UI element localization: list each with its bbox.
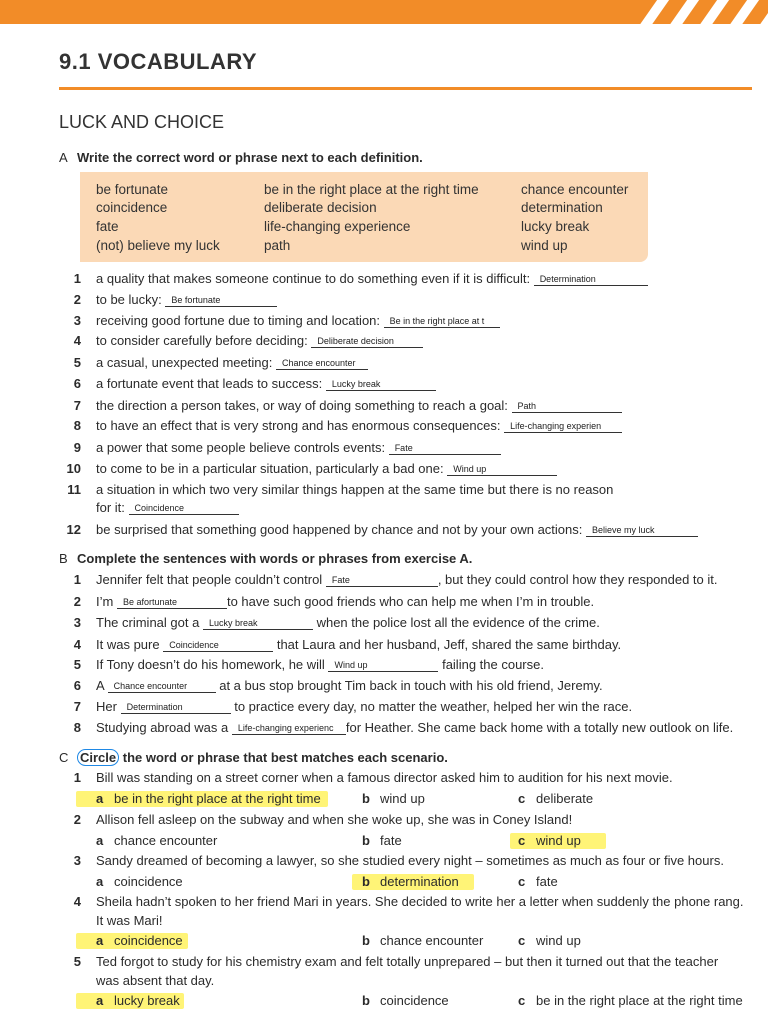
- item-number: 2: [73, 594, 81, 609]
- item-number: 3: [73, 615, 81, 630]
- answer-blank[interactable]: Chance encounter: [276, 358, 368, 370]
- option-letter: b: [362, 874, 370, 889]
- option-a[interactable]: [96, 933, 183, 948]
- answer-blank[interactable]: Be fortunate: [165, 295, 277, 307]
- sentence-text: The criminal got a: [96, 615, 200, 630]
- word-box-item: (not) believe my luck: [96, 238, 220, 253]
- definition-text: a situation in which two very similar things happen at the same time but there is no reason: [96, 482, 614, 497]
- item-number: 5: [73, 355, 81, 370]
- answer-blank[interactable]: Coincidence: [129, 503, 239, 515]
- word-box-item: be in the right place at the right time: [264, 182, 479, 197]
- item-number: 4: [73, 894, 81, 909]
- option-b[interactable]: [362, 833, 402, 848]
- option-text: determination: [380, 874, 459, 889]
- definition-text: a quality that makes someone continue to do something even if it is difficult:: [96, 271, 531, 286]
- item-number: 1: [73, 271, 81, 286]
- answer-blank[interactable]: Chance encounter: [108, 681, 216, 693]
- option-letter: a: [96, 993, 104, 1008]
- word-box-item: deliberate decision: [264, 200, 377, 215]
- option-letter: a: [96, 874, 104, 889]
- definition-row-continued: [96, 500, 239, 515]
- exercise-letter: A: [59, 150, 68, 165]
- option-b[interactable]: [362, 791, 425, 806]
- top-orange-bar: [0, 0, 768, 24]
- stripe-decoration: [636, 0, 672, 24]
- answer-blank[interactable]: Life-changing experienc: [232, 723, 346, 735]
- sentence-text: to have such good friends who can help me when I’m in trouble.: [226, 594, 595, 609]
- word-box-item: life-changing experience: [264, 219, 411, 234]
- answer-blank[interactable]: Wind up: [447, 464, 557, 476]
- option-text: wind up: [380, 791, 425, 806]
- item-number: 5: [73, 657, 81, 672]
- option-text: chance encounter: [380, 933, 484, 948]
- item-number: 2: [73, 812, 81, 827]
- option-text: fate: [536, 874, 558, 889]
- option-letter: c: [518, 833, 526, 848]
- answer-blank[interactable]: Life-changing experien: [504, 421, 622, 433]
- stripe-decoration: [696, 0, 732, 24]
- scenario-text: Sandy dreamed of becoming a lawyer, so she studied every night – sometimes as much as four or five hours.: [96, 853, 724, 868]
- answer-blank[interactable]: Deliberate decision: [311, 336, 423, 348]
- answer-blank[interactable]: Fate: [389, 443, 501, 455]
- exercise-c-heading: [59, 750, 448, 765]
- option-text: chance encounter: [114, 833, 218, 848]
- sentence-text: , but they could control how they responded to it.: [437, 572, 718, 587]
- option-letter: c: [518, 933, 526, 948]
- definition-text: a fortunate event that leads to success:: [96, 376, 323, 391]
- scenario-text: Sheila hadn’t spoken to her friend Mari in years. She decided to write her a letter when suddenly the phone rang.: [96, 894, 744, 909]
- option-c[interactable]: [518, 874, 558, 889]
- option-a[interactable]: [96, 993, 180, 1008]
- definition-text: receiving good fortune due to timing and location:: [96, 313, 381, 328]
- definition-text: to be lucky:: [96, 292, 162, 307]
- word-box-item: wind up: [521, 238, 568, 253]
- option-a[interactable]: [96, 791, 321, 806]
- title-rule: [59, 87, 752, 90]
- item-number: 10: [66, 461, 81, 476]
- scenario-text: Ted forgot to study for his chemistry exam and felt totally unprepared – but then it turned out that the teacher: [96, 954, 719, 969]
- answer-blank[interactable]: Be in the right place at t: [384, 316, 500, 328]
- exercise-instruction: the word or phrase that best matches each scenario.: [122, 750, 448, 765]
- exercise-a-heading: [59, 150, 423, 165]
- option-text: coincidence: [114, 933, 183, 948]
- item-number: 3: [73, 853, 81, 868]
- option-text: be in the right place at the right time: [536, 993, 743, 1008]
- item-number: 9: [73, 440, 81, 455]
- sentence-text: failing the course.: [442, 657, 544, 672]
- scenario-text: was absent that day.: [96, 973, 215, 988]
- option-text: lucky break: [114, 993, 180, 1008]
- word-box-item: fate: [96, 219, 119, 234]
- option-letter: a: [96, 833, 104, 848]
- option-c[interactable]: [518, 833, 581, 848]
- option-c[interactable]: [518, 791, 593, 806]
- stripe-decoration: [726, 0, 762, 24]
- answer-blank[interactable]: Path: [512, 401, 622, 413]
- definition-text: a power that some people believe controls events:: [96, 440, 386, 455]
- definition-text: for it:: [96, 500, 125, 515]
- answer-blank[interactable]: Lucky break: [326, 379, 436, 391]
- scenario-text: Bill was standing on a street corner when a famous director asked him to audition for his next movie.: [96, 770, 673, 785]
- sentence-text: Her: [96, 699, 117, 714]
- option-text: wind up: [536, 833, 581, 848]
- option-letter: a: [96, 791, 104, 806]
- item-number: 1: [73, 770, 81, 785]
- option-letter: b: [362, 833, 370, 848]
- item-number: 3: [73, 313, 81, 328]
- item-number: 7: [73, 398, 81, 413]
- item-number: 2: [73, 292, 81, 307]
- option-b[interactable]: [362, 874, 459, 889]
- item-number: 1: [73, 572, 81, 587]
- item-number: 7: [73, 699, 81, 714]
- option-a[interactable]: [96, 833, 217, 848]
- sentence-text: A: [96, 678, 104, 693]
- answer-blank[interactable]: Wind up: [328, 660, 438, 672]
- sentence-text: It was pure: [96, 637, 160, 652]
- circled-word: Circle: [77, 749, 119, 766]
- scenario-row-continued: [96, 973, 214, 988]
- definition-text: a casual, unexpected meeting:: [96, 355, 273, 370]
- scenario-text: It was Mari!: [96, 913, 163, 928]
- answer-blank[interactable]: Determination: [121, 702, 231, 714]
- scenario-text: Allison fell asleep on the subway and when she woke up, she was in Coney Island!: [96, 812, 573, 827]
- option-letter: a: [96, 933, 104, 948]
- option-letter: b: [362, 791, 370, 806]
- exercise-b-heading: [59, 551, 472, 566]
- item-number: 4: [73, 333, 81, 348]
- sentence-text: that Laura and her husband, Jeff, shared the same birthday.: [276, 637, 622, 652]
- word-box-item: be fortunate: [96, 182, 169, 197]
- answer-blank[interactable]: Believe my luck: [586, 525, 698, 537]
- sentence-text: to practice every day, no matter the weather, helped her win the race.: [234, 699, 633, 714]
- section-subtitle: LUCK AND CHOICE: [59, 112, 225, 132]
- item-number: 8: [73, 720, 81, 735]
- item-number: 12: [66, 522, 81, 537]
- option-letter: c: [518, 993, 526, 1008]
- sentence-text: Studying abroad was a: [96, 720, 229, 735]
- option-text: be in the right place at the right time: [114, 791, 321, 806]
- exercise-instruction: Complete the sentences with words or phrases from exercise A.: [77, 551, 473, 566]
- definition-text: be surprised that something good happened by chance and not by your own actions:: [96, 522, 583, 537]
- word-box-item: chance encounter: [521, 182, 629, 197]
- option-b[interactable]: [362, 993, 449, 1008]
- answer-blank[interactable]: Determination: [534, 274, 648, 286]
- option-a[interactable]: [96, 874, 183, 889]
- definition-text: the direction a person takes, or way of doing something to reach a goal:: [96, 398, 508, 413]
- exercise-instruction: Write the correct word or phrase next to each definition.: [77, 150, 423, 165]
- definition-text: to have an effect that is very strong and has enormous consequences:: [96, 418, 501, 433]
- answer-blank[interactable]: Coincidence: [163, 640, 273, 652]
- stripe-decoration: [666, 0, 702, 24]
- definition-text: to come to be in a particular situation, particularly a bad one:: [96, 461, 444, 476]
- option-text: deliberate: [536, 791, 594, 806]
- word-box-item: coincidence: [96, 200, 168, 215]
- sentence-text: when the police lost all the evidence of the crime.: [316, 615, 600, 630]
- answer-blank[interactable]: Fate: [326, 575, 438, 587]
- scenario-row-continued: [96, 913, 162, 928]
- item-number: 6: [73, 376, 81, 391]
- option-letter: b: [362, 993, 370, 1008]
- item-number: 8: [73, 418, 81, 433]
- exercise-letter: C: [59, 750, 69, 765]
- option-text: coincidence: [114, 874, 183, 889]
- option-letter: b: [362, 933, 370, 948]
- definition-text: to consider carefully before deciding:: [96, 333, 308, 348]
- option-c[interactable]: [518, 933, 581, 948]
- answer-blank[interactable]: Be afortunate: [117, 597, 227, 609]
- option-text: fate: [380, 833, 402, 848]
- sentence-text: at a bus stop brought Tim back in touch with his old friend, Jeremy.: [219, 678, 603, 693]
- stripe-decoration: [756, 0, 768, 24]
- sentence-text: for Heather. She came back home with a totally new outlook on life.: [345, 720, 734, 735]
- sentence-text: Jennifer felt that people couldn’t control: [96, 572, 323, 587]
- option-letter: c: [518, 791, 526, 806]
- option-c[interactable]: [518, 993, 743, 1008]
- page-title: 9.1 VOCABULARY: [59, 49, 258, 74]
- option-b[interactable]: [362, 933, 483, 948]
- answer-blank[interactable]: Lucky break: [203, 618, 313, 630]
- sentence-text: I’m: [96, 594, 114, 609]
- exercise-letter: B: [59, 551, 68, 566]
- item-number: 11: [67, 482, 81, 497]
- item-number: 4: [73, 637, 81, 652]
- option-letter: c: [518, 874, 526, 889]
- word-box-item: determination: [521, 200, 603, 215]
- sentence-text: If Tony doesn’t do his homework, he will: [96, 657, 325, 672]
- word-box-item: lucky break: [521, 219, 590, 234]
- option-text: coincidence: [380, 993, 449, 1008]
- item-number: 6: [73, 678, 81, 693]
- word-box-item: path: [264, 238, 291, 253]
- option-text: wind up: [536, 933, 581, 948]
- word-box: [80, 172, 648, 262]
- item-number: 5: [73, 954, 81, 969]
